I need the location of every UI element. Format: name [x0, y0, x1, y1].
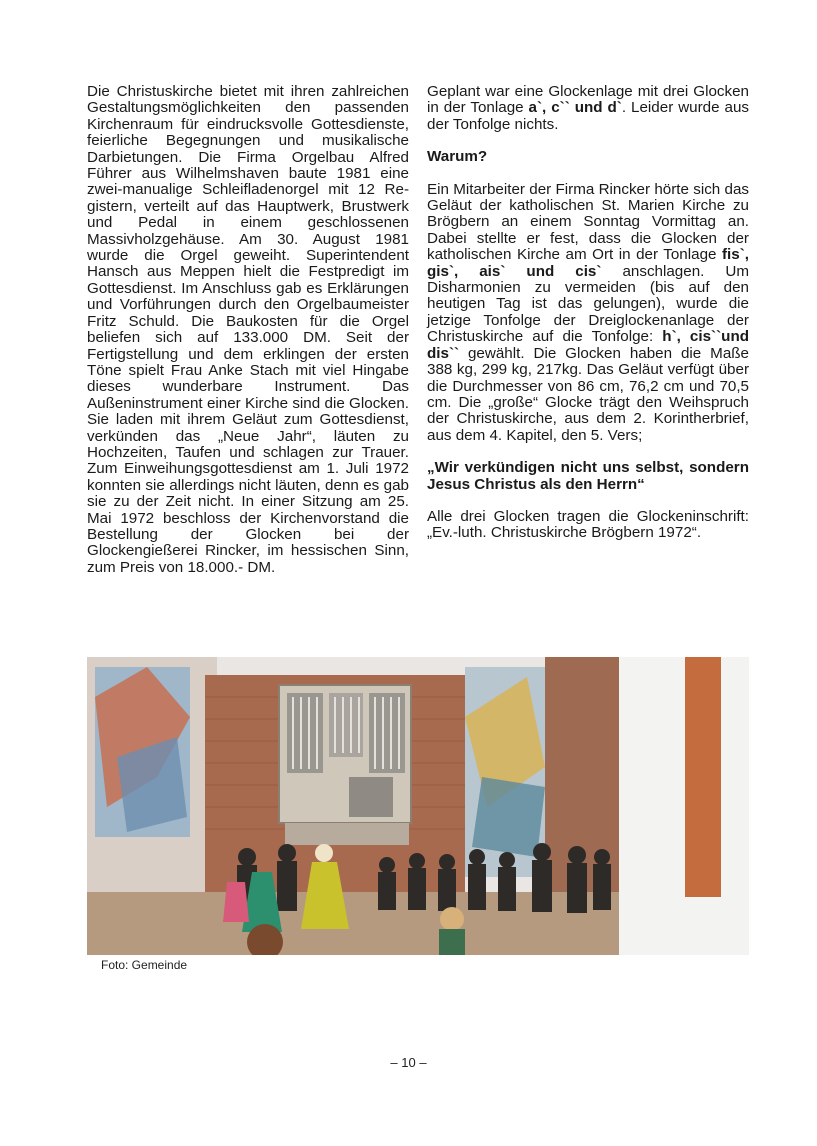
bells-planned-paragraph [427, 84, 749, 133]
bells-planned-text-end: . Leider wurde aus der Tonfolge nichts. [427, 99, 749, 133]
right-text-column [427, 84, 749, 542]
catholic-tones: fis`, gis`, ais` und cis` [427, 246, 749, 280]
bells-reason-paragraph [427, 182, 749, 445]
reason-text: Ein Mitarbeiter der Firma Rincker hörte sich das Geläut der katholischen St. Marien Kirche zu Brögbern an einem Sonntag Vormittag an. Dabei stellte er fest, dass die Glocken der katholischen Kirche am Ort in der Tonlage [427, 180, 749, 264]
left-text-column [87, 84, 409, 576]
reason-text-end: gewählt. Die Glocken haben die Maße 388 kg, 299 kg, 217kg. Das Geläut verfügt über die Durchmesser von 86 cm, 76,2 cm und 70,5 cm. Die „große“ Glocke trägt den Weihspruch der Christuskirche, aus dem 2. Korintherbrief, aus dem 4. Kapitel, den 5. Vers; [427, 344, 749, 444]
section-heading-warum: Warum? [427, 148, 488, 166]
page-number: – 10 – [390, 1055, 427, 1070]
church-history-paragraph: Die Christuskirche bietet mit ihren zahlreichen Gestaltungsmöglichkeiten den passenden Kirchenraum für eindrucksvolle Gottesdienste, feierliche Begegnungen und musikalische Darbietungen. Die Firma Orgelbau Alfred Führer aus Wilhelmshaven baute 1981 eine zwei-manualige Schleifladenorgel mit 12 Registern, verteilt auf das Hauptwerk, Brustwerk und Pedal in einem geschlossenen Massivholzgehäuse. Am 30. August 1981 wurde die Orgel geweiht. Superintendent Hansch aus Meppen hielt die Festpredigt im Gottesdienst. Im Anschluss gab es Erklärungen und Vorführungen durch den Orgelbaumeister Fritz Schuld. Die Baukosten für die Orgel beliefen sich auf 133.000 DM. Seit der Fertigstellung und dem erklingen der ersten Töne spielt Frau Anke Stach mit viel Hingabe dieses wunderbare Instrument. Das Außeninstrument einer Kirche sind die Glocken. Sie laden mit ihrem Geläut zum Gottesdienst, verkünden das „Neue Jahr“, läuten zu Hochzeiten, Taufen und schlagen zur Trauer. Zum Einweihungsgottesdienst am 1. Juli 1972 konnten sie allerdings nicht läuten, denn es gab sie zu der Zeit nicht. In einer Sitzung am 25. Mai 1972 beschloss der Kirchenvorstand die Bestellung der Glocken bei der Glockengießerei Rincker, im hessischen Sinn, zum Preis von 18.000.- DM. [87, 83, 409, 576]
planned-tones: a`, c`` und d` [528, 99, 622, 117]
bells-planned-text: Geplant war eine Glockenlage mit drei Glocken in der Tonlage [427, 83, 749, 117]
chosen-tones: h`, cis``und dis`` [427, 328, 749, 362]
church-interior-photo [87, 657, 749, 955]
bell-inscription-paragraph: Alle drei Glocken tragen die Glockeninschrift: „Ev.-luth. Christuskirche Brögbern 1972“. [427, 507, 749, 542]
bell-inscription-quote: „Wir verkündigen nicht uns selbst, sondern Jesus Christus als den Herrn“ [427, 459, 749, 493]
reason-text-mid: anschlagen. Um Disharmonien zu vermeiden (bis auf den heutigen Tag ist das gelungen), wurde die jetzige Tonfolge der Dreiglockenanlage der Christuskirche auf die Tonfolge: [427, 262, 749, 346]
photo-caption: Foto: Gemeinde [101, 958, 188, 972]
